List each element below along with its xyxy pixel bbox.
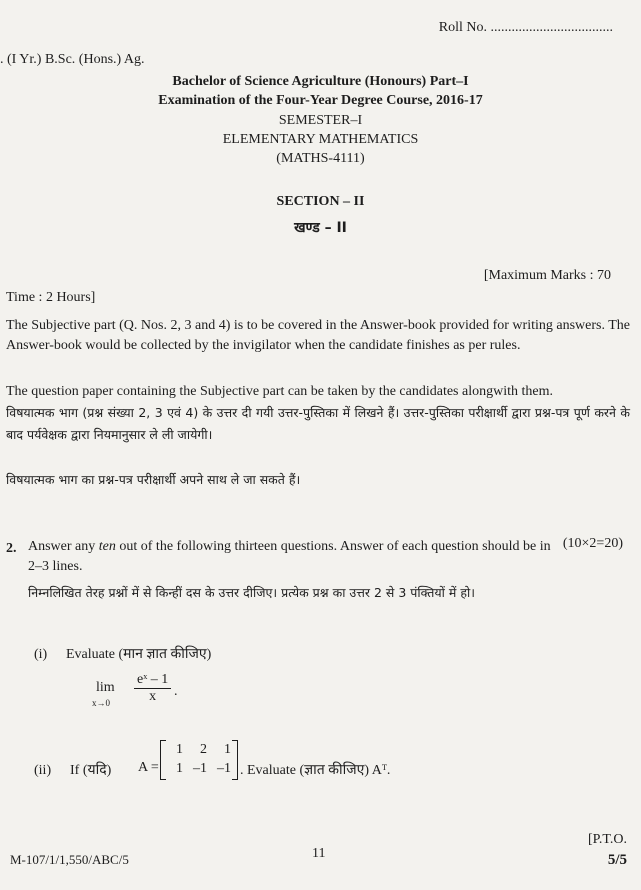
subject: ELEMENTARY MATHEMATICS [222,132,419,147]
matrix-cell: –1 [217,761,231,776]
exam-title-line2: Examination of the Four-Year Degree Course, 2016-17 [158,93,483,108]
matrix-name: A = [138,760,159,775]
subquestion-ii-evaluate: . Evaluate (ज्ञात कीजिए) Aᵀ. [240,763,391,778]
semester: SEMESTER–I [278,113,363,128]
subquestion-ii-text: If (यदि) [70,763,112,778]
section-heading: SECTION – II [276,194,365,209]
question-text-hindi: निम्नलिखित तेरह प्रश्नों में से किन्हीं दस के उत्तर दीजिए। प्रत्येक प्रश्न का उत्तर 2 से 3 पंक्तियों में हो। [28,585,475,600]
question-text-post: out of the following thirteen questions. Answer of each question should be in [115,539,551,554]
fraction-period: . [174,684,178,699]
page-of-total: 5/5 [607,852,627,868]
subquestion-ii-label: (ii) [34,763,52,778]
subquestion-i-text: Evaluate (मान ज्ञात कीजिए) [66,647,212,662]
limit-operator: lim [96,680,115,695]
fraction-denominator: x [149,689,157,704]
question-text-pre: Answer any [28,539,99,554]
matrix-cell: 1 [176,761,183,776]
maximum-marks: [Maximum Marks : 70 [483,268,611,283]
please-turn-over: [P.T.O. [587,832,627,847]
time-allowed: Time : 2 Hours] [6,290,96,305]
course-code: . (I Yr.) B.Sc. (Hons.) Ag. [0,52,145,67]
exam-title-line1: Bachelor of Science Agriculture (Honours) Part–I [172,74,469,89]
section-heading-hindi: खण्ड – II [294,220,347,236]
matrix-cell: 1 [176,742,183,757]
question-text-line2: 2–3 lines. [28,559,83,574]
footer-paper-code: M-107/1/1,550/ABC/5 [10,852,129,867]
roll-number-field: Roll No. ................................... [438,20,613,35]
matrix-a [160,740,238,780]
limit-subscript: x→0 [92,698,110,708]
fraction-numerator: eˣ – 1 [134,672,171,689]
limit-fraction [134,672,171,705]
page-number: 11 [312,846,326,861]
question-text [28,539,551,555]
question-marks: (10×2=20) [562,536,623,551]
matrix-cell: 1 [224,742,231,757]
question-number: 2. [6,541,17,556]
instruction-paragraph-1: The Subjective part (Q. Nos. 2, 3 and 4) is to be covered in the Answer-book provided for writing answers. The Answer-book would be collected by the invigilator when the candidate finishes as per rules. [6,318,630,353]
matrix-cell: –1 [193,761,207,776]
question-text-emphasis: ten [98,539,116,554]
instruction-paragraph-2: The question paper containing the Subjective part can be taken by the candidates alongwith them. [6,384,553,399]
instruction-paragraph-hindi-1: विषयात्मक भाग (प्रश्न संख्या 2, 3 एवं 4) के उत्तर दी गयी उत्तर-पुस्तिका में लिखने हैं। उत्तर-पुस्तिका परीक्षार्थी द्वारा प्रश्न-पत्र पूर्ण करने के बाद पर्यवेक्षक द्वारा नियमानुसार ले ली जायेगी। [6,405,630,442]
subquestion-i-label: (i) [34,647,48,662]
instruction-paragraph-hindi-2: विषयात्मक भाग का प्रश्न-पत्र परीक्षार्थी अपने साथ ले जा सकते हैं। [6,472,301,487]
matrix-cell: 2 [200,742,207,757]
paper-code: (MATHS-4111) [276,151,365,166]
